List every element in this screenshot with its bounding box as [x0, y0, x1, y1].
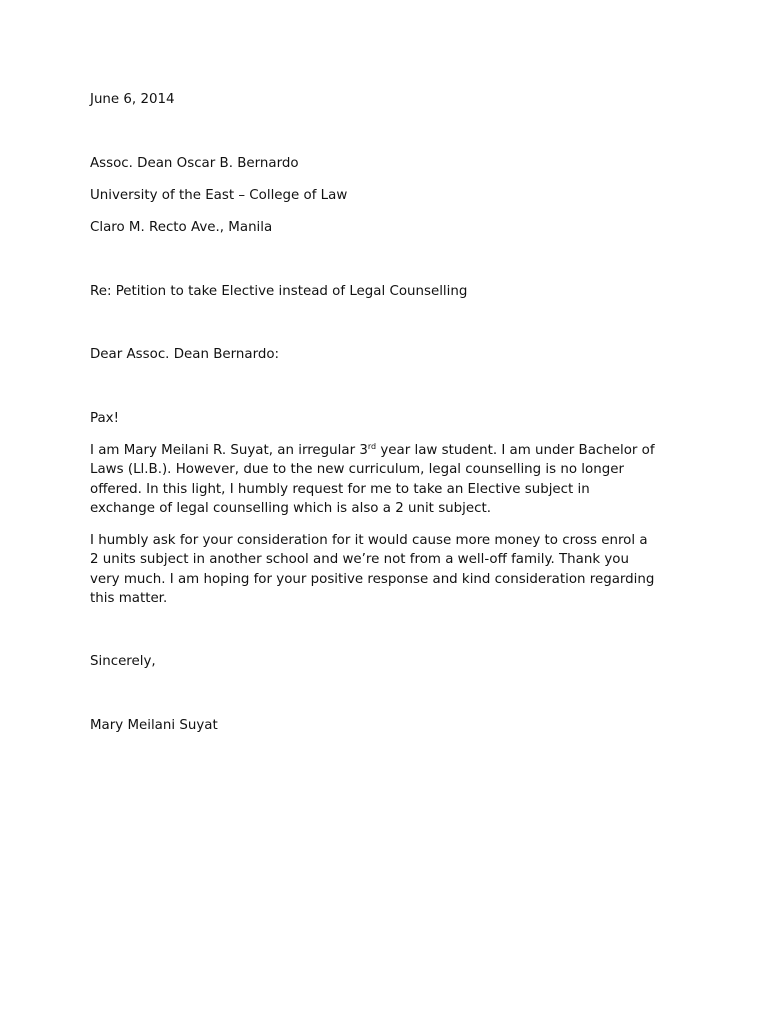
paragraph-2-line-1: I humbly ask for your consideration for it would cause more money to cross enrol a: [90, 533, 648, 548]
body-paragraph-2: [90, 531, 690, 608]
paragraph-1-line-3: offered. In this light, I humbly request for me to take an Elective subject in: [90, 481, 590, 497]
paragraph-1-line-2: Laws (Ll.B.). However, due to the new curriculum, legal counselling is no longer: [90, 462, 624, 478]
salutation: Dear Assoc. Dean Bernardo:: [90, 347, 280, 362]
paragraph-2-line-3: very much. I am hoping for your positive response and kind consideration regarding: [90, 571, 655, 587]
letter-date: June 6, 2014: [90, 92, 175, 107]
paragraph-1-line-1-start: I am Mary Meilani R. Suyat, an irregular 3: [90, 443, 368, 458]
subject-line: Re: Petition to take Elective instead of Legal Counselling: [90, 284, 468, 299]
recipient-address: Claro M. Recto Ave., Manila: [90, 220, 273, 235]
recipient-name: Assoc. Dean Oscar B. Bernardo: [90, 156, 299, 171]
closing: Sincerely,: [90, 654, 156, 669]
paragraph-2-line-2: 2 units subject in another school and we’re not from a well-off family. Thank you: [90, 552, 629, 568]
greeting: Pax!: [90, 411, 119, 426]
body-paragraph-1: [90, 441, 690, 518]
paragraph-1-line-1-end: year law student. I am under Bachelor of: [376, 443, 655, 458]
paragraph-1-line-1: [90, 441, 690, 460]
paragraph-2-line-4: this matter.: [90, 590, 168, 606]
signature-name: Mary Meilani Suyat: [90, 718, 218, 733]
recipient-organization: University of the East – College of Law: [90, 188, 348, 203]
ordinal-superscript: rd: [367, 442, 377, 451]
paragraph-1-line-4: exchange of legal counselling which is also a 2 unit subject.: [90, 500, 491, 516]
